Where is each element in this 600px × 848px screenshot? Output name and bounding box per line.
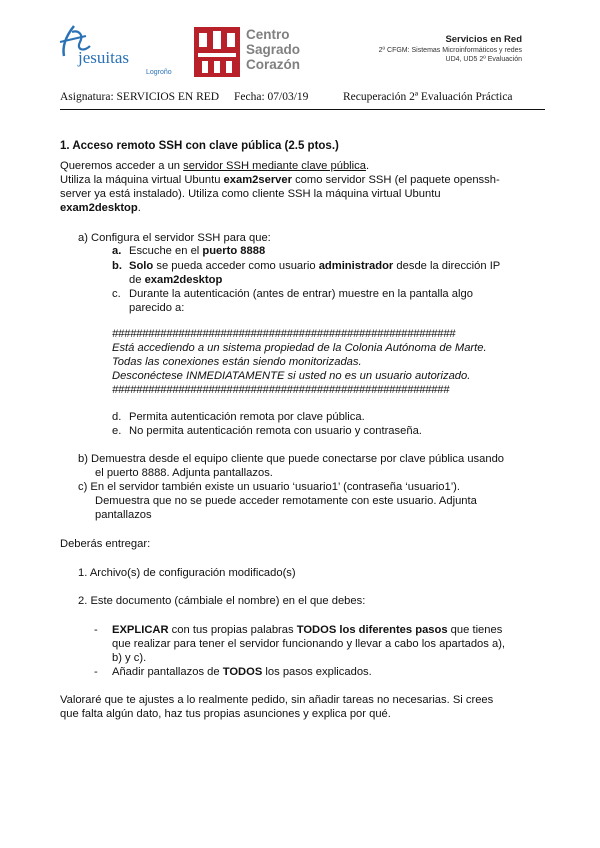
header-divider — [60, 109, 545, 110]
deliver-sub-1-line-1 — [112, 624, 502, 637]
p2-text: Utiliza la máquina virtual Ubuntu — [60, 174, 224, 186]
centro-sagrado-corazon-logo — [194, 27, 324, 83]
subject-asignatura: Asignatura: SERVICIOS EN RED — [60, 91, 220, 103]
header-title: Servicios en Red — [445, 34, 522, 45]
deliver-title: Deberás entregar: — [60, 538, 151, 550]
p4-end: . — [137, 202, 141, 214]
header-subtitle-2: UD4, UD5 2º Evaluación — [445, 56, 522, 63]
banner-line-3: Desconéctese INMEDIATAMENTE si usted no es un usuario autorizado. — [112, 370, 471, 382]
subitem-d-text: Permita autenticación remota por clave pública. — [129, 411, 365, 423]
header-subtitle-1: 2º CFGM: Sistemas Microinformáticos y redes — [378, 47, 522, 54]
deliver-bullet-1: - — [94, 624, 98, 636]
intro-text: Queremos acceder a un — [60, 160, 184, 172]
deliver-sub-1-line-2: que realizar para tener el servidor funcionando y llevar a cabo los apartados a), — [112, 638, 506, 650]
d2-text: Añadir pantallazos de — [112, 666, 223, 678]
subitem-b-mark: b. — [112, 260, 122, 272]
centro-crest-icon — [194, 27, 240, 77]
deliver-bullet-2: - — [94, 666, 98, 678]
item-b-line-1: b) Demuestra desde el equipo cliente que puede conectarse por clave pública usando — [78, 453, 505, 465]
subitem-e-mark: e. — [112, 425, 122, 437]
subitem-e-text: No permita autenticación remota con usuario y contraseña. — [129, 425, 422, 437]
closing-line-1: Valoraré que te ajustes a lo realmente pedido, sin añadir tareas no necesarias. Si crees — [60, 694, 494, 706]
banner-line-2: Todas las conexiones están siendo monitorizadas. — [112, 356, 362, 368]
centro-name — [246, 27, 300, 72]
d1-text-end: que tienes — [447, 624, 503, 636]
subitem-b-text — [129, 260, 500, 273]
deliver-item-2: 2. Este documento (cámbiale el nombre) en el que debes: — [78, 595, 366, 607]
centro-line-2: Sagrado — [246, 42, 301, 57]
subitem-c-line-1: Durante la autenticación (antes de entrar) muestre en la pantalla algo — [129, 288, 473, 300]
item-c-line-3: pantallazos — [95, 509, 152, 521]
paragraph-line-3: server ya está instalado). Utiliza como cliente SSH la máquina virtual Ubuntu — [60, 188, 441, 200]
subitem-a-text — [129, 245, 265, 258]
a2-admin: administrador — [318, 260, 394, 272]
subitem-d-mark: d. — [112, 411, 122, 423]
d2-text-end: los pasos explicados. — [262, 666, 372, 678]
a2-text: se pueda acceder como usuario — [153, 260, 319, 272]
item-b-line-2: el puerto 8888. Adjunta pantallazos. — [95, 467, 273, 479]
intro-line — [60, 160, 369, 173]
section-heading: 1. Acceso remoto SSH con clave pública (2.5 ptos.) — [60, 140, 339, 152]
p2-text-end: como servidor SSH (el paquete openssh- — [291, 174, 500, 186]
item-a-intro: a) Configura el servidor SSH para que: — [78, 232, 271, 244]
jesuitas-logo — [56, 22, 172, 78]
banner-hash-bottom: ######################################################## — [112, 384, 450, 396]
d1-text: con tus propias palabras — [168, 624, 297, 636]
subject-recuperacion: Recuperación 2ª Evaluación Práctica — [343, 91, 513, 103]
banner-hash-top: ######################################################### — [112, 328, 456, 340]
paragraph-line-2 — [60, 174, 500, 187]
deliver-sub-1-line-3: b) y c). — [112, 652, 147, 664]
subject-fecha: Fecha: 07/03/19 — [234, 91, 309, 103]
a2-de: de — [129, 274, 145, 286]
intro-underlined-text: servidor SSH mediante clave pública — [183, 160, 366, 172]
deliver-item-1: 1. Archivo(s) de configuración modificado(s) — [78, 567, 296, 579]
a2-solo: Solo — [129, 260, 154, 272]
jesuitas-wordmark: jesuitas — [78, 48, 129, 67]
intro-end: . — [365, 160, 370, 172]
closing-line-2: que falta algún dato, haz tus propias asunciones y explica por qué. — [60, 708, 391, 720]
centro-line-3: Corazón — [246, 57, 300, 72]
item-c-line-1: c) En el servidor también existe un usuario ‘usuario1’ (contraseña ‘usuario1’). — [78, 481, 461, 493]
p2-server-name: exam2server — [223, 174, 292, 186]
subitem-c-line-2: parecido a: — [129, 302, 185, 314]
banner-line-1: Está accediendo a un sistema propiedad de la Colonia Autónoma de Marte. — [112, 342, 487, 354]
a1-port: puerto 8888 — [202, 245, 266, 257]
subitem-b-line-2 — [129, 274, 222, 287]
header-course-info — [379, 33, 522, 64]
deliver-sub-2 — [112, 666, 372, 679]
d2-todos: TODOS — [222, 666, 263, 678]
subitem-a-mark: a. — [112, 245, 122, 257]
a2-text-end: desde la dirección IP — [393, 260, 501, 272]
a2-desktop: exam2desktop — [144, 274, 223, 286]
d1-todos: TODOS los diferentes pasos — [296, 624, 448, 636]
jesuitas-city: Logroño — [146, 69, 172, 76]
subitem-c-mark: c. — [112, 288, 121, 300]
d1-explicar: EXPLICAR — [112, 624, 169, 636]
centro-line-1: Centro — [246, 27, 290, 42]
a1-text: Escuche en el — [129, 245, 203, 257]
paragraph-line-4 — [60, 202, 141, 215]
p4-desktop-name: exam2desktop — [60, 202, 138, 214]
item-c-line-2: Demuestra que no se puede acceder remotamente con este usuario. Adjunta — [95, 495, 477, 507]
